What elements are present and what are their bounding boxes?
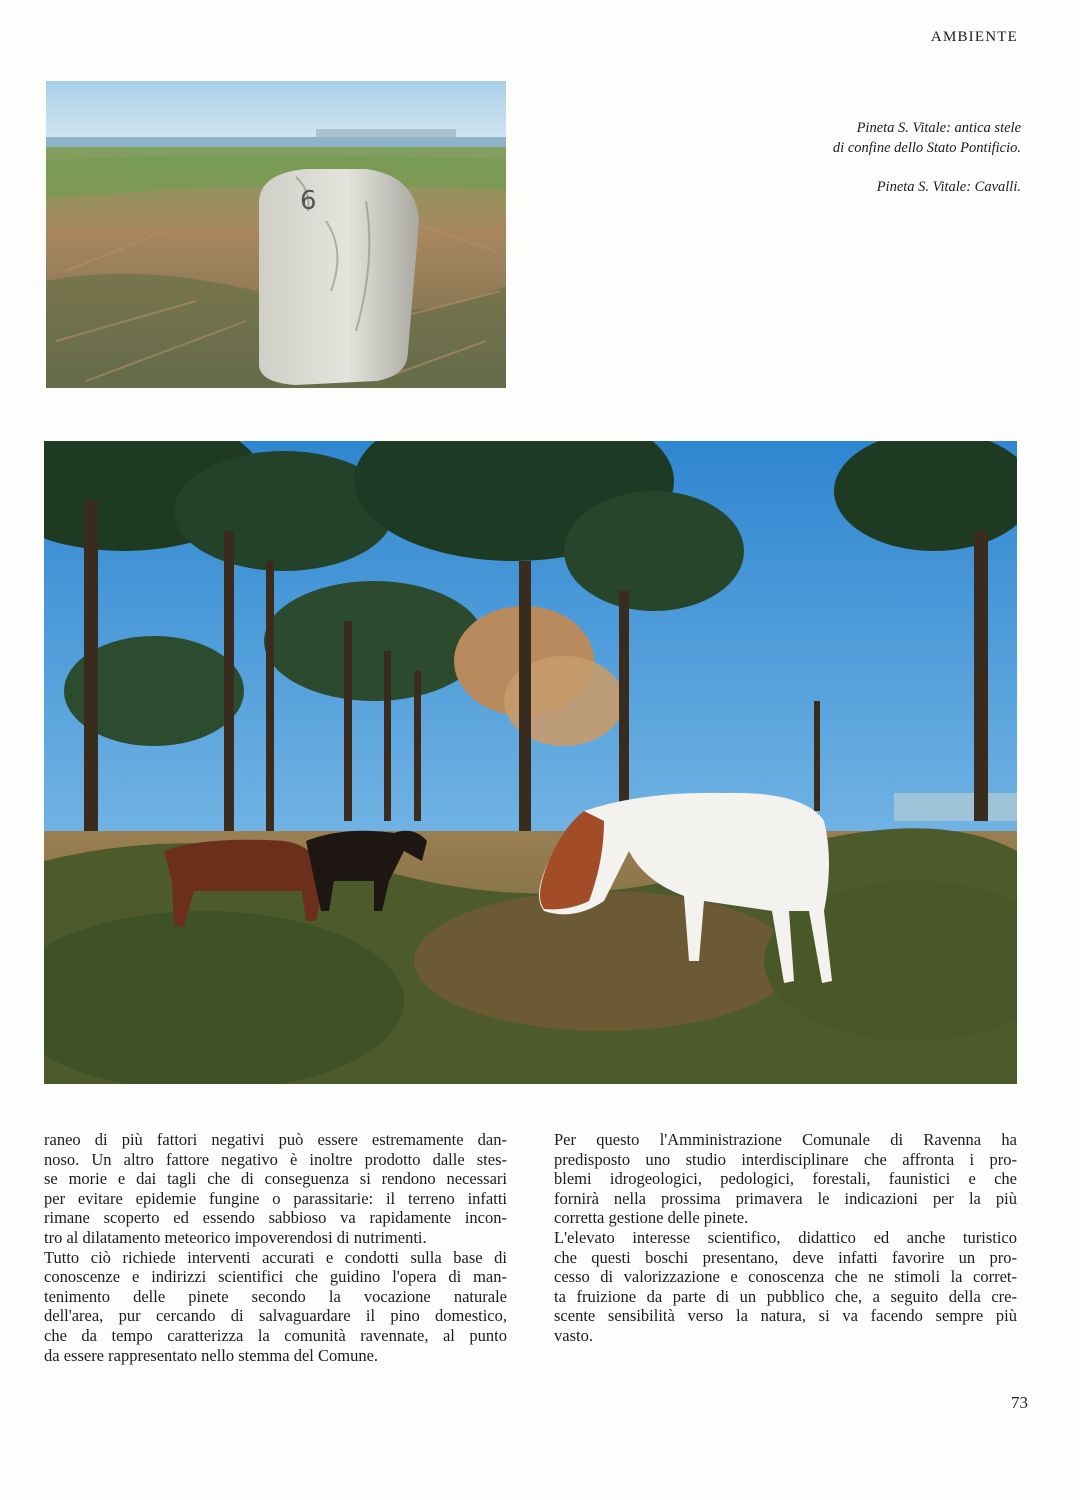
text-line: Tutto ciò richiede interventi accurati e condotti sulla base di bbox=[44, 1247, 507, 1267]
text-line: conoscenze e indirizzi scientifici che guidino l'opera di man- bbox=[44, 1267, 507, 1287]
text-line: scente sensibilità verso la natura, si va facendo sempre più bbox=[554, 1306, 1017, 1326]
caption-horses bbox=[701, 177, 1021, 197]
page-number: 73 bbox=[1011, 1393, 1028, 1412]
text-line: Per questo l'Amministrazione Comunale di Ravenna ha bbox=[554, 1130, 1017, 1149]
text-line: tro al dilatamento meteorico impoverendosi di nutrimenti. bbox=[44, 1227, 427, 1247]
text-line: tenimento delle pinete secondo la vocazione naturale bbox=[44, 1286, 507, 1306]
horses-in-pine-forest-photo bbox=[44, 441, 1017, 1084]
section-label: AMBIENTE bbox=[930, 29, 1018, 45]
svg-text:6: 6 bbox=[300, 186, 317, 216]
text-line: predisposto uno studio interdisciplinare che affronta i pro- bbox=[554, 1149, 1017, 1169]
caption-boundary-stone bbox=[701, 118, 1021, 158]
photo-captions bbox=[701, 118, 1021, 197]
text-line: dell'area, pur cercando di salvaguardare il pino domestico, bbox=[44, 1306, 507, 1326]
text-line: cesso di valorizzazione e conoscenza che ne stimoli la corret- bbox=[554, 1267, 1017, 1287]
text-line: noso. Un altro fattore negativo è inoltre prodotto dalle stes- bbox=[44, 1149, 507, 1169]
text-line: che da tempo caratterizza la comunità ravennate, al punto bbox=[44, 1325, 507, 1345]
text-line: corretta gestione delle pinete. bbox=[554, 1208, 749, 1228]
body-text-right-column bbox=[554, 1130, 1017, 1346]
caption-line: Pineta S. Vitale: Cavalli. bbox=[876, 179, 1021, 195]
boundary-stone-photo bbox=[46, 81, 506, 388]
text-line: fornirà nella prossima primavera le indicazioni per la più bbox=[554, 1188, 1017, 1208]
caption-line: Pineta S. Vitale: antica stele bbox=[856, 120, 1021, 136]
body-text-left-column bbox=[44, 1130, 507, 1365]
text-line: rimane scoperto ed essendo sabbioso va rapidamente incon- bbox=[44, 1208, 507, 1228]
text-line: L'elevato interesse scientifico, didattico ed anche turistico bbox=[554, 1227, 1017, 1247]
text-line: per evitare epidemie fungine o parassitarie: il terreno infatti bbox=[44, 1188, 507, 1208]
text-line: blemi idrogeologici, pedologici, forestali, faunistici e che bbox=[554, 1169, 1017, 1189]
caption-line: di confine dello Stato Pontificio. bbox=[832, 140, 1021, 156]
text-line: da essere rappresentato nello stemma del Comune. bbox=[44, 1345, 379, 1365]
text-line: ta fruizione da parte di un pubblico che, a seguito della cre- bbox=[554, 1286, 1017, 1306]
text-line: se morie e dai tagli che di conseguenza si rendono necessari bbox=[44, 1169, 507, 1189]
text-line: vasto. bbox=[554, 1325, 593, 1345]
text-line: che questi boschi presentano, deve infatti favorire un pro- bbox=[554, 1247, 1017, 1267]
text-line: raneo di più fattori negativi può essere estremamente dan- bbox=[44, 1130, 507, 1149]
